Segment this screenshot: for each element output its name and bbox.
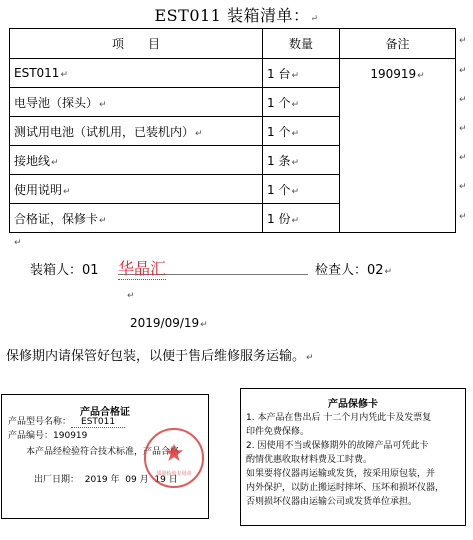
paragraph-mark-icon: ↵ xyxy=(99,215,107,226)
row-end-mark-icon: ↵ xyxy=(459,212,467,222)
paragraph-mark-icon: ↵ xyxy=(291,186,299,197)
row-end-mark-icon: ↵ xyxy=(459,153,467,163)
row-end-mark-icon: ↵ xyxy=(459,182,467,192)
row-end-mark-icon: ↵ xyxy=(459,36,467,46)
warranty-card xyxy=(240,388,466,526)
paragraph-mark-icon: ↵ xyxy=(291,70,299,81)
paragraph-mark-icon: ↵ xyxy=(417,71,425,81)
paragraph-mark-icon: ↵ xyxy=(310,14,319,24)
qty-text: 1 个 xyxy=(267,182,291,197)
signature-line xyxy=(30,256,450,278)
item-cell xyxy=(10,204,263,233)
date-label: 出厂日期： xyxy=(34,475,80,485)
warranty-line: 2. 因使用不当或保修期外的故障产品可凭此卡 xyxy=(246,441,429,451)
paragraph-mark-icon: ↵ xyxy=(99,99,107,110)
item-text: EST011 xyxy=(14,66,60,80)
paragraph-mark-icon: ↵ xyxy=(291,99,299,110)
notice-text: 保修期内请保管好包装，以便于售后维修服务运输。 xyxy=(6,349,306,364)
date-year-unit: 年 xyxy=(110,475,120,485)
packer-signature-text: 华晶汇 xyxy=(118,256,166,280)
qty-cell xyxy=(263,59,340,88)
packer-signature xyxy=(118,256,308,278)
warranty-notice xyxy=(6,345,314,364)
item-text: 电导池（探头） xyxy=(14,95,99,110)
certificate-model-line xyxy=(8,415,125,429)
row-end-mark-icon: ↵ xyxy=(459,66,467,76)
certificate-card xyxy=(1,394,209,519)
warranty-line: 酌情优惠收取材料费及工时费。 xyxy=(246,455,373,465)
pack-date-text: 2019/09/19 xyxy=(130,316,200,330)
warranty-line: 内外保护，以防止搬运时摔坏、压坏和损坏仪器， xyxy=(246,483,445,493)
paragraph-mark-icon: ↵ xyxy=(291,215,299,226)
qty-cell xyxy=(263,204,340,233)
qty-cell xyxy=(263,175,340,204)
paragraph-mark-icon: ↵ xyxy=(51,157,59,168)
certificate-number-line xyxy=(8,429,87,443)
packer-label: 装箱人：01 xyxy=(30,263,99,278)
warranty-terms xyxy=(246,411,460,509)
qty-cell xyxy=(263,117,340,146)
title-text: EST011 装箱清单： xyxy=(154,6,310,25)
certificate-title: 产品合格证 xyxy=(80,407,130,418)
note-value: 190919 xyxy=(370,67,417,81)
paragraph-mark-icon: ↵ xyxy=(291,128,299,139)
qty-text: 1 条 xyxy=(267,153,291,168)
paragraph-mark-icon: ↵ xyxy=(384,267,393,277)
date-month: 09 xyxy=(125,475,137,485)
certificate-statement: 本产品经检验符合技术标准，产品合格 xyxy=(26,447,180,457)
item-text: 接地线 xyxy=(14,153,51,168)
paragraph-mark-icon: ↵ xyxy=(195,128,203,139)
qty-text: 1 份 xyxy=(267,211,291,226)
qty-text: 1 台 xyxy=(267,66,291,81)
inspection-stamp xyxy=(144,428,204,488)
paragraph-mark-icon: ↵ xyxy=(200,320,208,330)
date-month-unit: 月 xyxy=(139,475,149,485)
table-header-row xyxy=(10,29,456,59)
warranty-title: 产品保修卡 xyxy=(328,399,378,410)
paragraph-mark-icon: ↵ xyxy=(291,157,299,168)
number-value: 190919 xyxy=(53,431,88,441)
checker-label-text: 检查人：02 xyxy=(315,263,384,278)
paragraph-mark-icon: ↵ xyxy=(60,70,68,80)
qty-cell xyxy=(263,146,340,175)
item-text: 使用说明 xyxy=(14,182,63,197)
warranty-line: 如果要将仪器再运输或发货，按采用原包装，并 xyxy=(246,469,436,479)
item-cell xyxy=(10,59,263,88)
item-text: 测试用电池（试机用，已装机内） xyxy=(14,124,195,139)
date-day-unit: 日 xyxy=(168,475,178,485)
row-end-mark-icon: ↵ xyxy=(459,95,467,105)
paragraph-mark-icon: ↵ xyxy=(306,353,314,363)
model-value: EST011 xyxy=(71,417,125,428)
warranty-line: 1. 本产品在售出后 十二个月内凭此卡及发票复 xyxy=(246,413,432,423)
note-cell xyxy=(340,59,456,233)
item-cell xyxy=(10,88,263,117)
header-qty: 数量 xyxy=(263,29,340,59)
qty-text: 1 个 xyxy=(267,124,291,139)
stamp-label: 质量检验专用章 xyxy=(156,471,192,477)
header-item: 项 目 xyxy=(10,29,263,59)
qty-cell xyxy=(263,88,340,117)
paragraph-mark-icon: ↵ xyxy=(127,291,135,301)
number-label: 产品编号： xyxy=(8,431,54,441)
item-cell xyxy=(10,146,263,175)
date-day: 19 xyxy=(154,475,166,485)
table-row xyxy=(10,59,456,88)
item-cell xyxy=(10,175,263,204)
qty-text: 1 个 xyxy=(267,95,291,110)
date-year: 2019 xyxy=(84,475,108,485)
warranty-line: 否则损坏仪器由运输公司或发货单位承担。 xyxy=(246,497,418,507)
warranty-line: 印件免费保修。 xyxy=(246,427,310,437)
paragraph-mark-icon: ↵ xyxy=(63,186,71,197)
checker-label xyxy=(315,259,392,278)
model-label: 产品型号名称： xyxy=(8,417,72,427)
star-icon: ★ xyxy=(163,439,185,467)
paragraph-mark-icon: ↵ xyxy=(14,238,22,248)
page-title xyxy=(0,3,473,26)
row-end-mark-icon: ↵ xyxy=(459,124,467,134)
packing-list-table xyxy=(9,28,456,233)
item-text: 合格证，保修卡 xyxy=(14,211,99,226)
pack-date xyxy=(130,316,208,330)
item-cell xyxy=(10,117,263,146)
header-note: 备注 xyxy=(340,29,456,59)
